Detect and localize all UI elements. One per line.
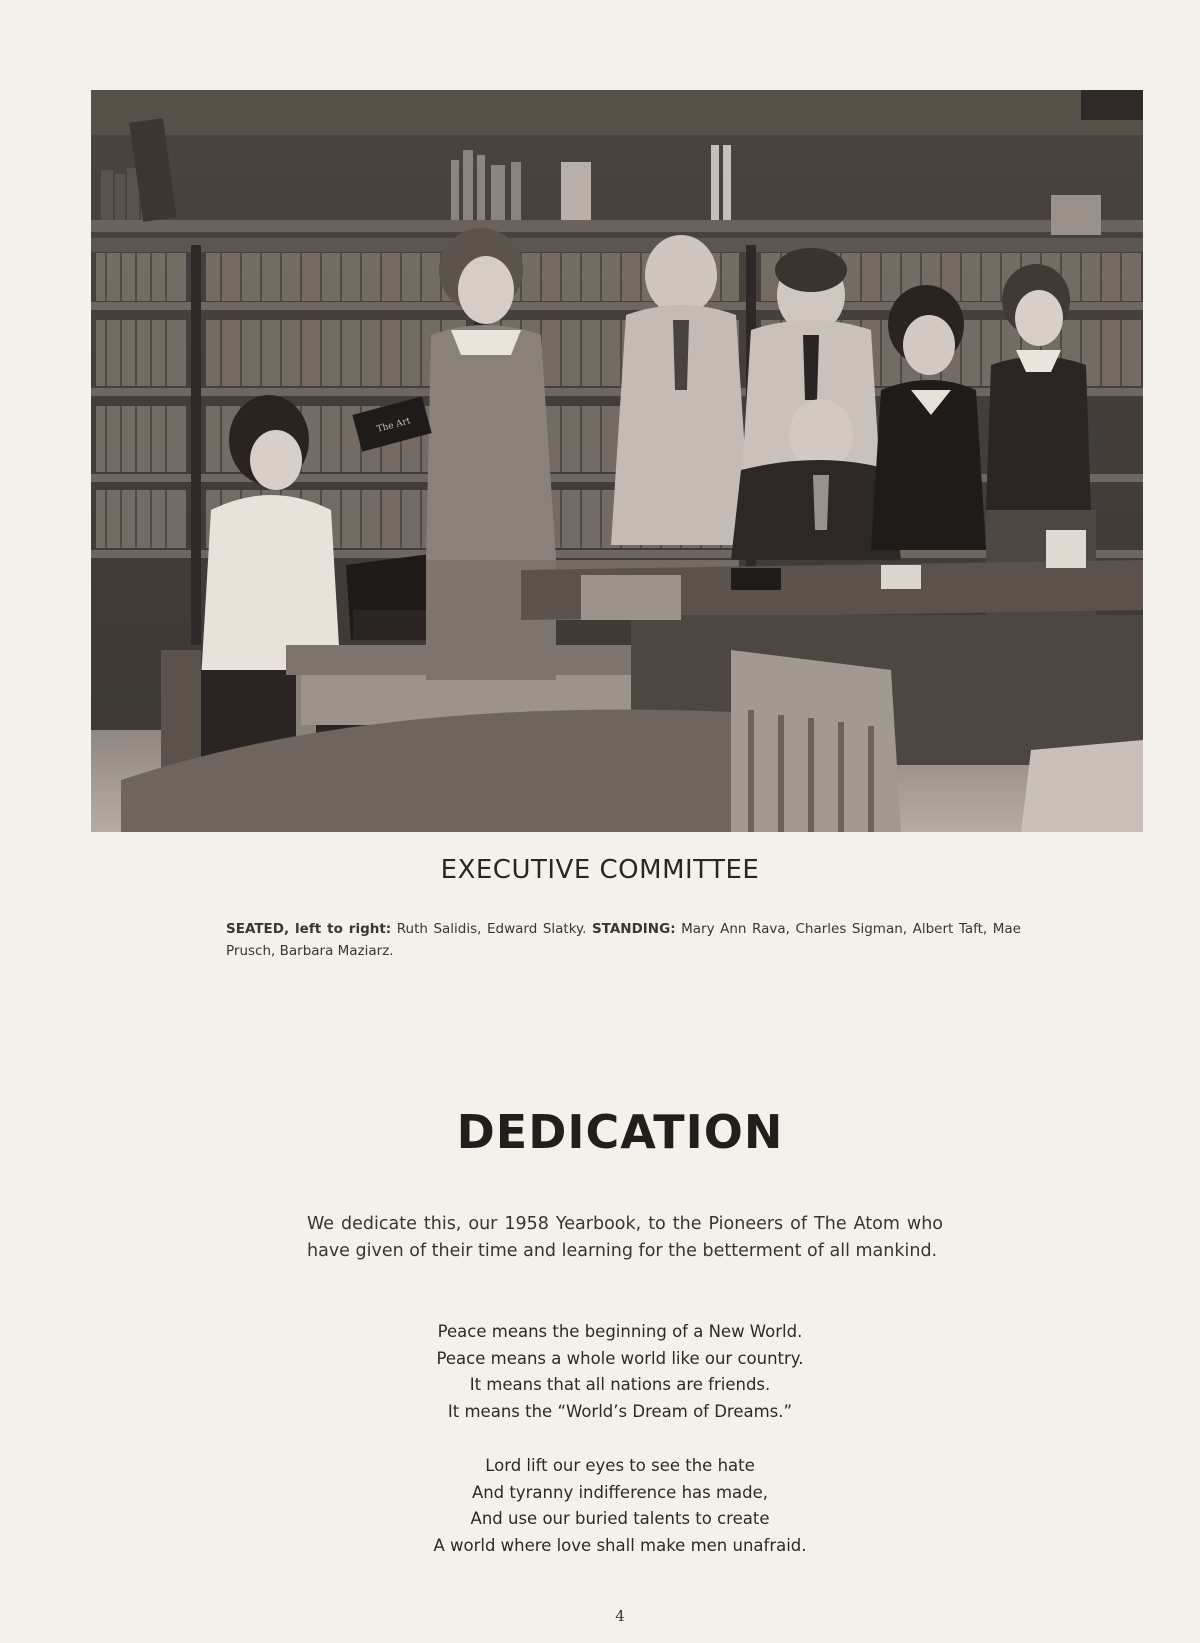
executive-committee-photo (91, 90, 1143, 832)
poem-stanza-1 (0, 1319, 1200, 1425)
poem-stanza-2 (0, 1453, 1200, 1559)
seated-names: Ruth Salidis, Edward Slatky. (396, 921, 587, 937)
poem-line: And tyranny indifference has made, (471, 1482, 769, 1502)
photo-illustration (91, 90, 1143, 832)
poem-line: And use our buried talents to create (470, 1509, 770, 1528)
standing-names: Mary Ann Rava, Charles Sigman, Albert Taft, Mae Prusch, Barbara Maziarz. (226, 921, 1021, 959)
caption-title: EXECUTIVE COMMITTEE (440, 855, 760, 885)
poem-line: It means the “World’s Dream of Dreams.” (447, 1401, 793, 1421)
page-number: 4 (615, 1607, 625, 1625)
book-spine-text: The Art (375, 416, 412, 435)
poem-line: Peace means the beginning of a New World. (437, 1322, 803, 1341)
poem-line: Peace means a whole world like our country. (436, 1348, 804, 1368)
dedication-text: We dedicate this, our 1958 Yearbook, to the Pioneers of The Atom who have given of their time and learning for the betterment of all mankind. (307, 1214, 943, 1261)
dedication-title: DEDICATION (456, 1105, 784, 1159)
poem-line: Lord lift our eyes to see the hate (485, 1456, 755, 1475)
caption-names (226, 918, 1021, 962)
poem-line: It means that all nations are friends. (469, 1375, 771, 1394)
standing-label: STANDING: (591, 921, 676, 937)
seated-label: SEATED, left to right: (226, 921, 392, 937)
poem-line: A world where love shall make men unafraid. (433, 1535, 807, 1555)
